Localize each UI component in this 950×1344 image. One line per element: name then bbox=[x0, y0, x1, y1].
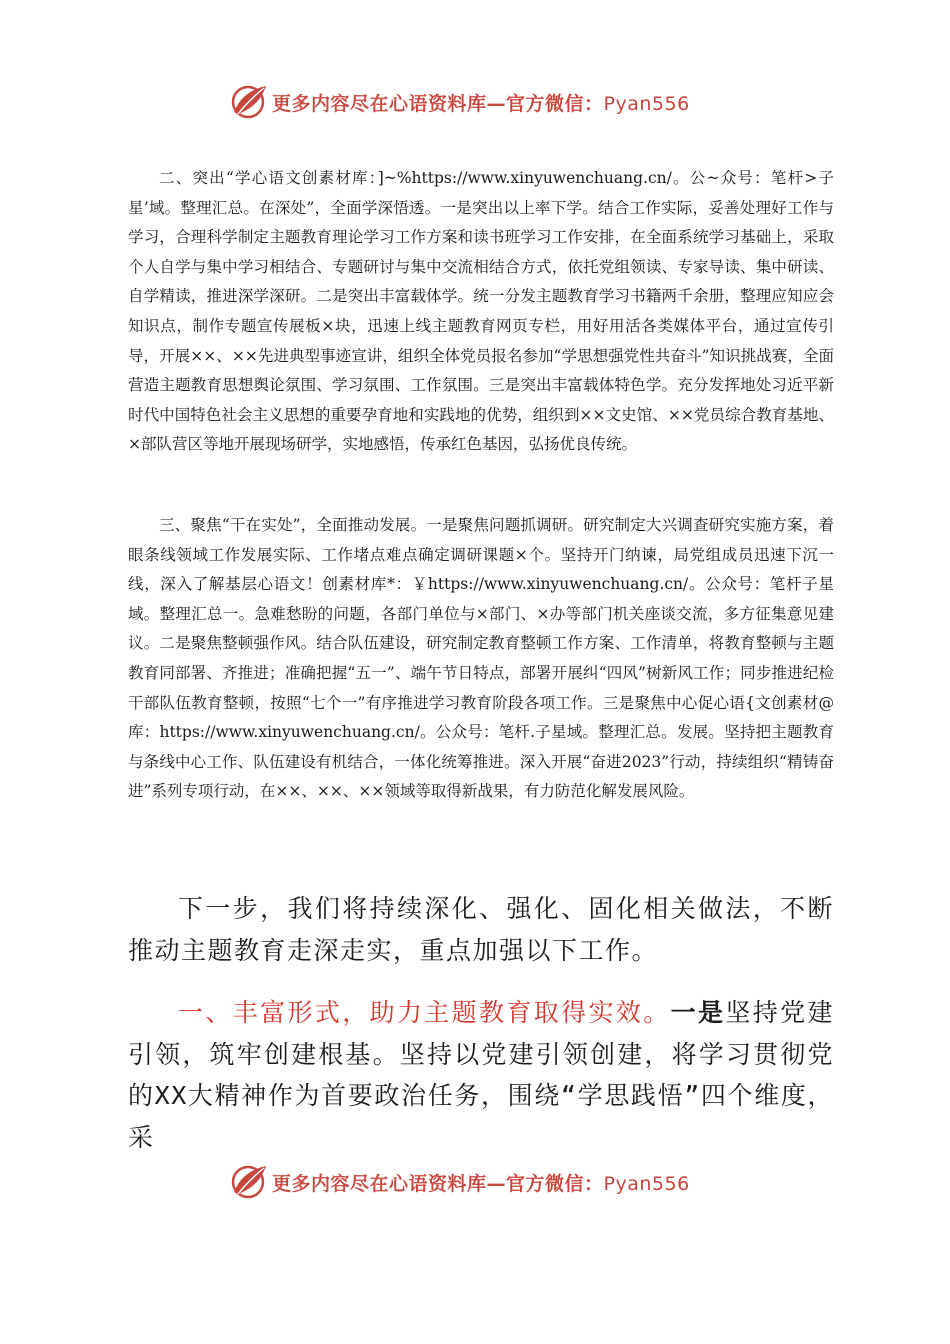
section-one-paragraph bbox=[128, 992, 834, 1158]
banner-text: 更多内容尽在心语资料库—官方微信：Pyan556 bbox=[272, 92, 690, 115]
next-step-paragraph: 下一步，我们将持续深化、强化、固化相关做法，不断推动主题教育走深走实，重点加强以下工作。 bbox=[128, 894, 834, 965]
paragraph-three: 三、聚焦“干在实处”，全面推动发展。一是聚焦问题抓调研。研究制定大兴调查研究实施方案，着眼条线领域工作发展实际、工作堵点难点确定调研课题×个。坚持开门纳谏，局党组成员迅速下沉一线，深入了解基层心语文！创素材库*：￥https://www.xinyuwenchuang.cn/。公众号：笔杆子星域。整理汇总一。急难愁盼的问题，各部门单位与×部门、×办等部门机关座谈交流，多方征集意见建议。二是聚焦整顿强作风。结合队伍建设，研究制定教育整顿工作方案、工作清单，将教育整顿与主题教育同部署、齐推进；准确把握“五一”、端午节日特点，部署开展纠“四风”树新风工作；同步推进纪检干部队伍教育整顿，按照“七个一”有序推进学习教育阶段各项工作。三是聚焦中心促心语{文创素材@库：https://www.xinyuwenchuang.cn/。公众号：笔杆.子星域。整理汇总。发展。坚持把主题教育与条线中心工作、队伍建设有机结合，一体化统筹推进。深入开展“奋进2023”行动，持续组织“精铸奋进”系列专项行动，在××、××、××领域等取得新战果，有力防范化解发展风险。 bbox=[128, 516, 834, 801]
section-one-body: 坚持党建引领，筑牢创建根基。坚持以党建引领创建，将学习贯彻党的XX大精神作为首要政治任务，围绕“学思践悟”四个维度，采 bbox=[128, 998, 834, 1152]
wechat-id: Pyan556 bbox=[603, 92, 690, 115]
lead-marker: 一是 bbox=[670, 998, 726, 1027]
leaf-logo-icon bbox=[228, 1162, 270, 1202]
section-one-heading: 一、丰富形式，助力主题教育取得实效。 bbox=[178, 998, 671, 1027]
header-banner bbox=[228, 82, 748, 122]
wechat-id: Pyan556 bbox=[603, 1172, 690, 1195]
footer-banner bbox=[228, 1162, 748, 1202]
paragraph-two: 二、突出“学心语文创素材库：]~%https://www.xinyuwenchuang.cn/。公~众号：笔杆>子星’域。整理汇总。在深处”，全面学深悟透。一是突出以上率下学。结合工作实际，妥善处理好工作与学习，合理科学制定主题教育理论学习工作方案和读书班学习工作安排，在全面系统学习基础上，采取个人自学与集中学习相结合、专题研讨与集中交流相结合方式，依托党组领读、专家导读、集中研读、自学精读，推进深学深研。二是突出丰富载体学。统一分发主题教育学习书籍两千余册，整理应知应会知识点，制作专题宣传展板×块，迅速上线主题教育网页专栏，用好用活各类媒体平台，通过宣传引导，开展××、××先进典型事迹宣讲，组织全体党员报名参加“学思想强党性共奋斗”知识挑战赛，全面营造主题教育思想舆论氛围、学习氛围、工作氛围。三是突出丰富载体特色学。充分发挥地处习近平新时代中国特色社会主义思想的重要孕育地和实践地的优势，组织到××文史馆、××党员综合教育基地、×部队营区等地开展现场研学，实地感悟，传承红色基因，弘扬优良传统。 bbox=[128, 169, 834, 454]
leaf-logo-icon bbox=[228, 82, 270, 122]
banner-text: 更多内容尽在心语资料库—官方微信：Pyan556 bbox=[272, 1172, 690, 1195]
